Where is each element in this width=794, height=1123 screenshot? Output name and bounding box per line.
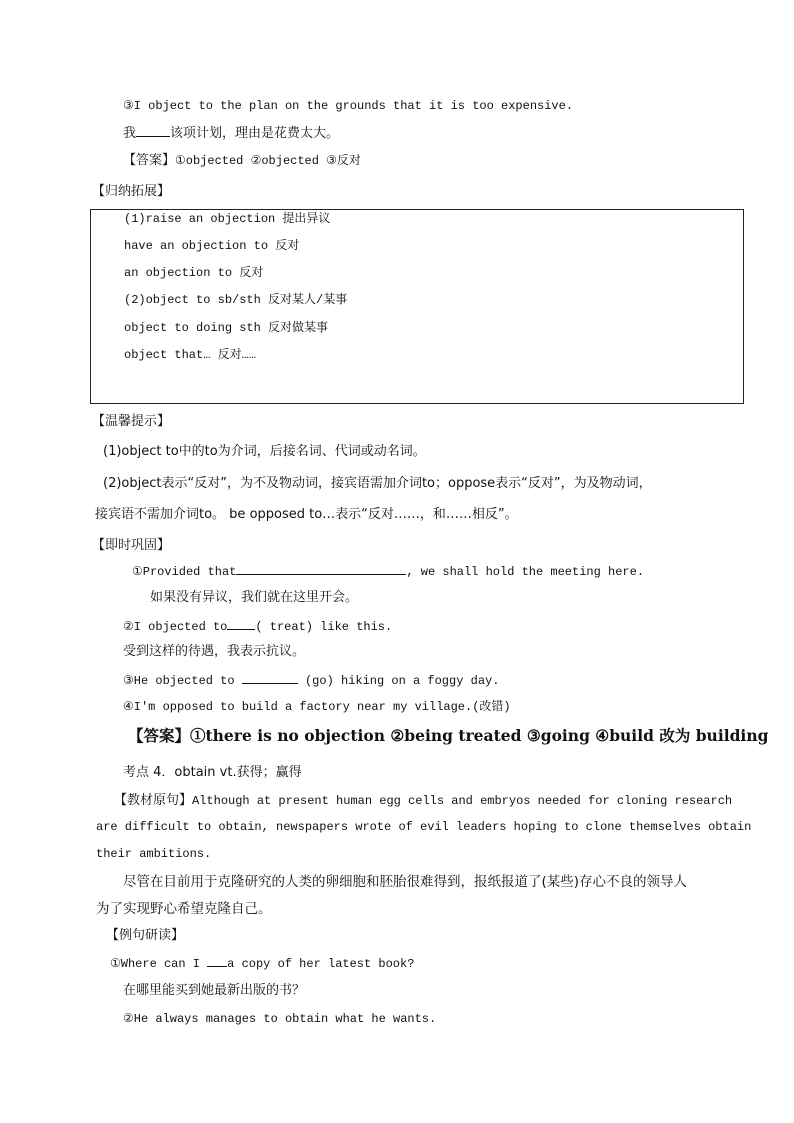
- point-4-source-line-2: are difficult to obtain, newspapers wrote of evil leaders hoping to clone themselves obtain: [96, 820, 752, 834]
- example-1-part-a: ①Where can I: [110, 957, 208, 971]
- source-label: 【教材原句】: [114, 793, 193, 808]
- point-4-chinese-2: 为了实现野心希望克隆自己。: [96, 901, 272, 917]
- example-1-chinese: 在哪里能买到她最新出版的书？: [123, 983, 306, 998]
- source-text-1: Although at present human egg cells and embryos needed for cloning research: [192, 794, 733, 808]
- practice-answer: 【答案】①there is no objection ②being treated ③going ④build 改为 building: [128, 726, 769, 745]
- example-1-part-b: a copy of her latest book?: [227, 957, 415, 971]
- example-1: [110, 954, 414, 973]
- q2-part-b: ( treat) like this.: [255, 620, 393, 634]
- q3-blank: [242, 671, 298, 684]
- practice-q2: [123, 617, 392, 636]
- practice-q4: ④I'm opposed to build a factory near my village.(改错): [123, 700, 511, 714]
- top-answer-line: [123, 151, 361, 170]
- q1-blank: [236, 562, 406, 575]
- q3-part-b: (go) hiking on a foggy day.: [304, 674, 500, 688]
- practice-q1-chinese: 如果没有异议，我们就在这里开会。: [150, 590, 359, 605]
- practice-heading: 【即时巩固】: [92, 538, 171, 553]
- example-3-chinese-part-a: 我: [123, 126, 137, 141]
- point-4-title: 考点 4．obtain vt.获得；赢得: [123, 765, 302, 780]
- example-2: ②He always manages to obtain what he wants.: [123, 1012, 437, 1026]
- practice-q3: [123, 671, 499, 690]
- example-1-blank: [207, 954, 227, 967]
- example-3-english: ③I object to the plan on the grounds that it is too expensive.: [123, 99, 574, 113]
- point-4-source-line-3: their ambitions.: [96, 847, 212, 861]
- q2-blank: [227, 617, 255, 630]
- tips-line-1: (1)object to中的to为介词，后接名词、代词或动名词。: [103, 444, 426, 459]
- tips-line-3: 接宾语不需加介词to。 be opposed to…表示“反对……，和……相反”。: [95, 507, 518, 522]
- example-3-chinese-part-b: 该项计划，理由是花费太大。: [170, 126, 340, 141]
- summary-heading: 【归纳拓展】: [92, 184, 171, 199]
- q3-part-a: ③He objected to: [123, 674, 235, 688]
- summary-item: an objection to 反对: [124, 266, 264, 280]
- practice-q2-chinese: 受到这样的待遇，我表示抗议。: [123, 644, 306, 659]
- answer-label: 【答案】: [123, 153, 176, 168]
- tips-heading: 【温馨提示】: [92, 414, 171, 429]
- answer-blank: [136, 124, 170, 137]
- q1-part-b: , we shall hold the meeting here.: [406, 565, 645, 579]
- summary-item: (1)raise an objection 提出异议: [124, 212, 331, 226]
- summary-item: have an objection to 反对: [124, 239, 300, 253]
- summary-item: (2)object to sb/sth 反对某人/某事: [124, 293, 348, 307]
- example-3-chinese: [123, 124, 339, 143]
- tips-line-2: (2)object表示“反对”，为不及物动词，接宾语需加介词to；oppose表示“反对”，为及物动词，: [103, 476, 652, 491]
- summary-item: object that… 反对……: [124, 348, 257, 362]
- answer-text: ①objected ②objected ③反对: [175, 154, 361, 168]
- q2-part-a: ②I objected to: [123, 620, 228, 634]
- summary-item: object to doing sth 反对做某事: [124, 321, 329, 335]
- q1-part-a: ①Provided that: [132, 565, 237, 579]
- practice-q1: [132, 562, 644, 581]
- point-4-chinese-1: 尽管在目前用于克隆研究的人类的卵细胞和胚胎很难得到，报纸报道了(某些)存心不良的领导人: [123, 874, 688, 890]
- point-4-source-line-1: [114, 791, 732, 810]
- examples-heading: 【例句研读】: [106, 928, 185, 943]
